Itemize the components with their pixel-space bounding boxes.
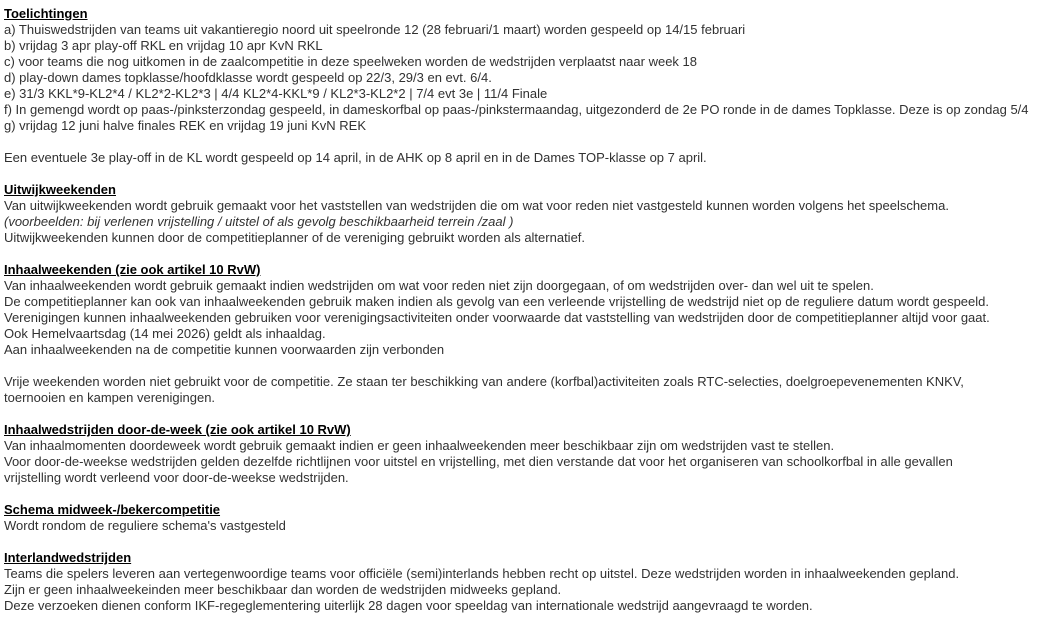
text-line: toernooien en kampen verenigingen. [4,390,216,405]
text-line: Voor door-de-weekse wedstrijden gelden dezelfde richtlijnen voor uitstel en vrijstelling, met dien verstande dat voor het organiseren van schoolkorfbal in alle gevallen [4,454,953,469]
text-line: Aan inhaalweekenden na de competitie kunnen voorwaarden zijn verbonden [4,342,445,357]
text-line: Van inhaalmomenten doordeweek wordt gebruik gemaakt indien er geen inhaalweekenden meer beschikbaar zijn om wedstrijden vast te stellen. [4,438,835,453]
section-heading: Uitwijkweekenden [4,182,116,197]
text-line: e) 31/3 KKL*9-KL2*4 / KL2*2-KL2*3 | 4/4 KL2*4-KKL*9 / KL2*3-KL2*2 | 7/4 evt 3e | 11/4 Finale [4,86,548,101]
text-line: Vrije weekenden worden niet gebruikt voor de competitie. Ze staan ter beschikking van andere (korfbal)activiteiten zoals RTC-selecties, doelgroepevenementen KNKV, [4,374,964,389]
paragraph [4,374,1048,406]
text-line: b) vrijdag 3 apr play-off RKL en vrijdag 10 apr KvN RKL [4,38,323,53]
section-schema-midweek-bekercompetitie [4,502,1048,534]
section-interlandwedstrijden [4,550,1048,614]
text-line: c) voor teams die nog uitkomen in de zaalcompetitie in deze speelweken worden de wedstrijden verplaatst naar week 18 [4,54,697,69]
paragraph [4,22,1048,134]
paragraph [4,566,1048,614]
paragraph [4,518,1048,534]
text-line: Deze verzoeken dienen conform IKF-regeglementering uiterlijk 28 dagen voor speeldag van internationale wedstrijd aangevraagd te worden. [4,598,813,613]
text-line: a) Thuiswedstrijden van teams uit vakantieregio noord uit speelronde 12 (28 februari/1 maart) worden gespeeld op 14/15 februari [4,22,746,37]
text-line: De competitieplanner kan ook van inhaalweekenden gebruik maken indien als gevolg van een verleende vrijstelling de wedstrijd niet op de reguliere datum wordt gespeeld. [4,294,989,309]
paragraph [4,438,1048,486]
section-toelichtingen [4,6,1048,166]
paragraph [4,278,1048,358]
text-line: Ook Hemelvaartsdag (14 mei 2026) geldt als inhaaldag. [4,326,326,341]
text-line: Uitwijkweekenden kunnen door de competitieplanner of de vereniging gebruikt worden als alternatief. [4,230,586,245]
text-line: Zijn er geen inhaalweekeinden meer beschikbaar dan worden de wedstrijden midweeks gepland. [4,582,562,597]
section-heading: Inhaalwedstrijden door-de-week (zie ook artikel 10 RvW) [4,422,351,437]
text-line: g) vrijdag 12 juni halve finales REK en vrijdag 19 juni KvN REK [4,118,367,133]
section-heading: Interlandwedstrijden [4,550,132,565]
paragraph [4,150,1048,166]
text-line: Van inhaalweekenden wordt gebruik gemaakt indien wedstrijden om wat voor reden niet zijn doorgegaan, of om wedstrijden over- dan wel uit te spelen. [4,278,874,293]
section-inhaalweekenden-zie-ook [4,262,1048,406]
text-line: (voorbeelden: bij verlenen vrijstelling / uitstel of als gevolg beschikbaarheid terrein /zaal ) [4,214,514,229]
text-line: Een eventuele 3e play-off in de KL wordt gespeeld op 14 april, in de AHK op 8 april en in de Dames TOP-klasse op 7 april. [4,150,707,165]
section-uitwijkweekenden [4,182,1048,246]
text-line: d) play-down dames topklasse/hoofdklasse wordt gespeeld op 22/3, 29/3 en evt. 6/4. [4,70,492,85]
text-line: Teams die spelers leveren aan vertegenwoordige teams voor officiële (semi)interlands hebben recht op uitstel. Deze wedstrijden worden in inhaalweekenden gepland. [4,566,960,581]
section-heading: Schema midweek-/bekercompetitie [4,502,221,517]
text-line: Verenigingen kunnen inhaalweekenden gebruiken voor verenigingsactiviteiten onder voorwaarde dat vaststelling van wedstrijden door de competitieplanner altijd voor gaat. [4,310,990,325]
section-heading: Inhaalweekenden (zie ook artikel 10 RvW) [4,262,261,277]
text-line: f) In gemengd wordt op paas-/pinksterzondag gespeeld, in dameskorfbal op paas-/pinkstermaandag, uitgezonderd de 2e PO ronde in de dames Topklasse. Deze is op zondag 5/4 [4,102,1029,117]
text-line: Van uitwijkweekenden wordt gebruik gemaakt voor het vaststellen van wedstrijden die om wat voor reden niet vastgesteld kunnen worden volgens het speelschema. [4,198,949,213]
section-heading: Toelichtingen [4,6,88,21]
text-line: Wordt rondom de reguliere schema's vastgesteld [4,518,286,533]
text-line: vrijstelling wordt verleend voor door-de-weekse wedstrijden. [4,470,349,485]
paragraph [4,198,1048,246]
section-inhaalwedstrijden-door-de [4,422,1048,486]
